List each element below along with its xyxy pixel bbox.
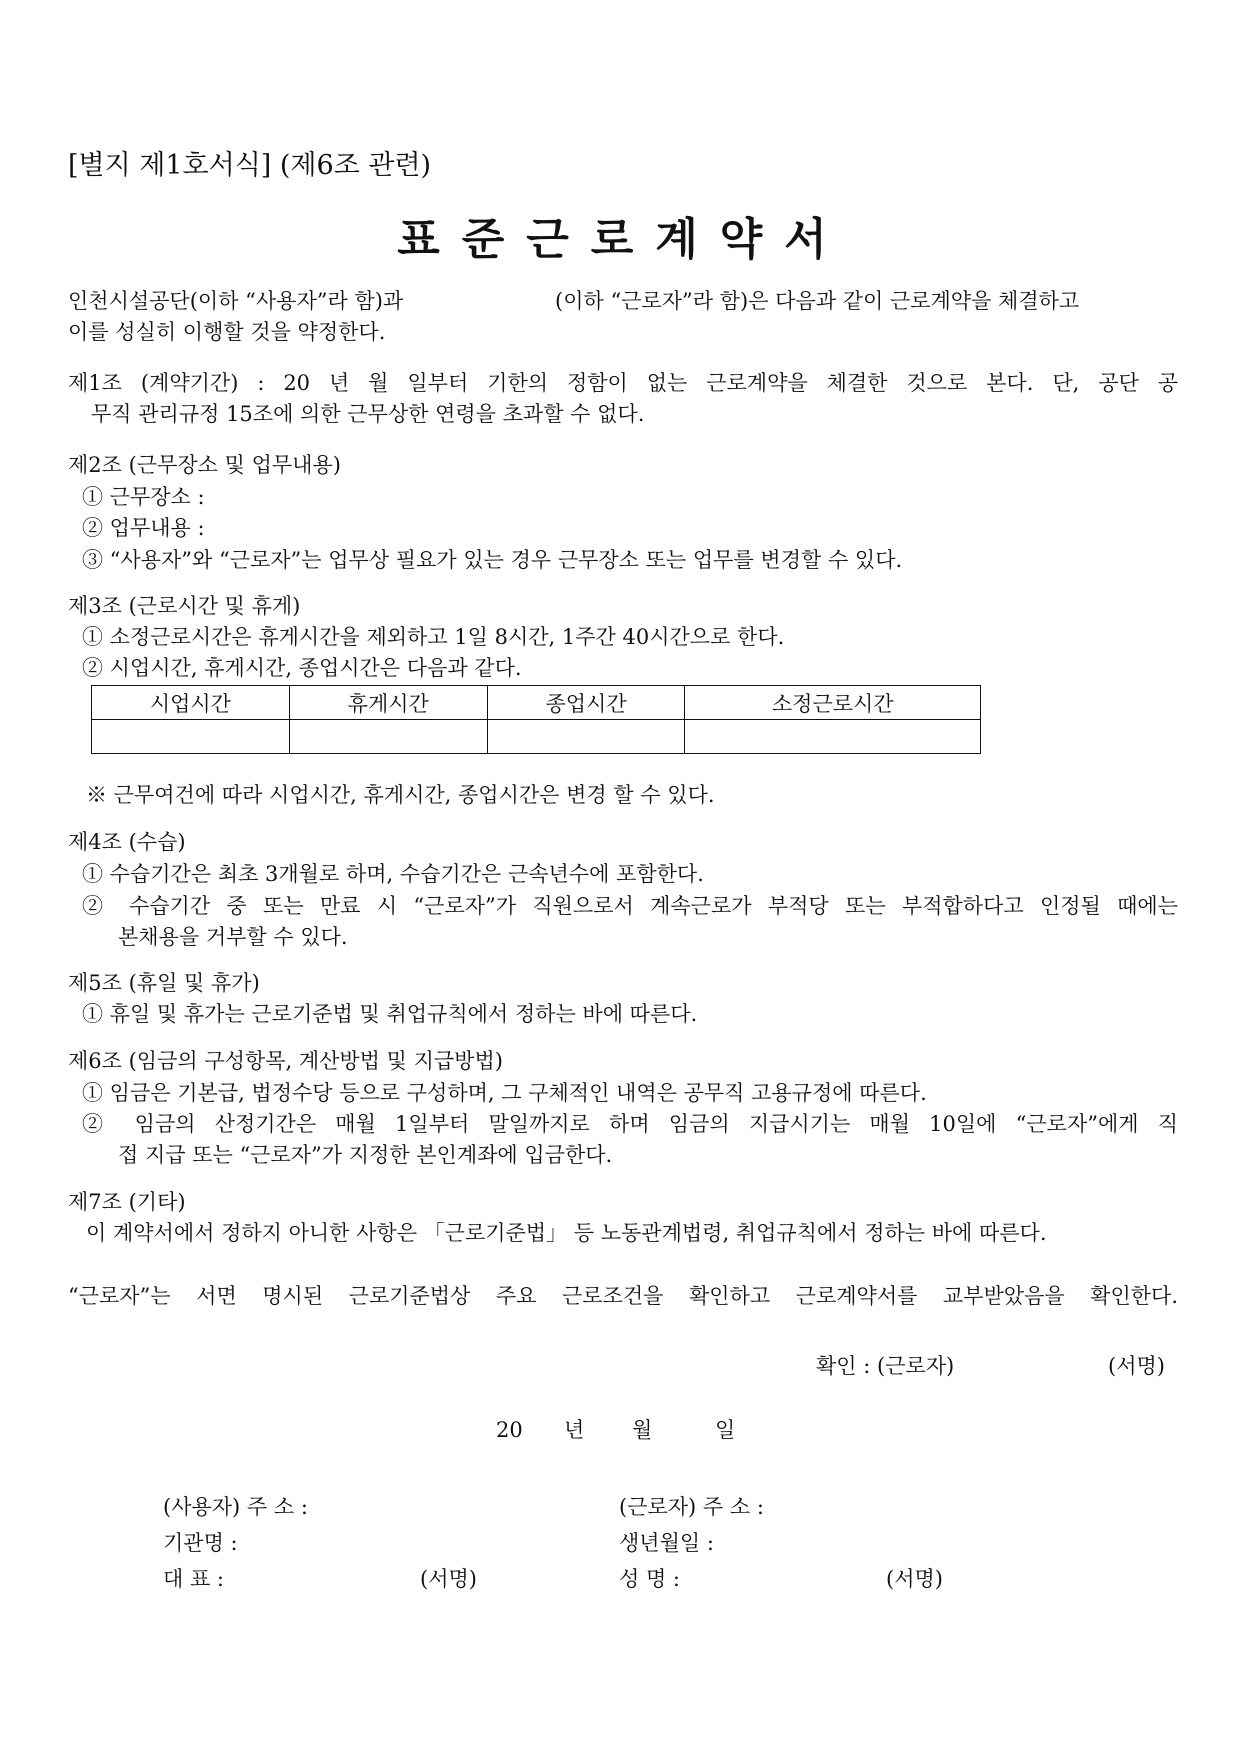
document-title: 표준근로계약서 [397,214,849,265]
work-hours-table [91,685,981,754]
article6-item1: ① 임금은 기본급, 법정수당 등으로 구성하며, 그 구체적인 내역은 공무직 고용규정에 따른다. [82,1081,927,1105]
article1-line2: 무직 관리규정 15조에 의한 근무상한 연령을 초과할 수 없다. [91,402,645,426]
date-month-unit: 월 [632,1418,653,1442]
employee-birthdate-label: 생년월일 : [619,1531,714,1555]
article4-item2-line2: 본채용을 거부할 수 있다. [118,925,348,949]
table-cell-break-time[interactable] [289,720,487,754]
article2-item2: ② 업무내용 : [82,516,205,540]
intro-line1-left: 인천시설공단(이하 “사용자”라 함)과 [68,289,404,313]
date-year-unit: 년 [564,1418,585,1442]
article3-item2: ② 시업시간, 휴게시간, 종업시간은 다음과 같다. [82,656,522,680]
article2-item3: ③ “사용자”와 “근로자”는 업무상 필요가 있는 경우 근무장소 또는 업무를 변경할 수 있다. [82,548,903,572]
intro-line2: 이를 성실히 이행할 것을 약정한다. [68,320,386,344]
employer-address-label: (사용자) 주 소 : [163,1495,308,1519]
form-identifier: [별지 제1호서식] (제6조 관련) [68,150,432,181]
article3-item1: ① 소정근로시간은 휴게시간을 제외하고 1일 8시간, 1주간 40시간으로 한다. [82,625,785,649]
table-header-end-time: 종업시간 [487,686,685,720]
confirm-label: 확인 : (근로자) [816,1354,955,1378]
article2-heading: 제2조 (근무장소 및 업무내용) [68,453,341,477]
article6-heading: 제6조 (임금의 구성항목, 계산방법 및 지급방법) [68,1049,503,1073]
contract-page [68,0,1178,1752]
employer-org-label: 기관명 : [163,1531,238,1555]
article4-item1: ① 수습기간은 최초 3개월로 하며, 수습기간은 근속년수에 포함한다. [82,862,704,886]
article7-item1: 이 계약서에서 정하지 아니한 사항은 「근로기준법」 등 노동관계법령, 취업규칙에서 정하는 바에 따른다. [86,1221,1047,1245]
table-cell-start-time[interactable] [92,720,290,754]
worker-signature-mark: (서명) [1108,1354,1165,1378]
table-header-work-hours: 소정근로시간 [685,686,981,720]
article5-item1: ① 휴일 및 휴가는 근로기준법 및 취업규칙에서 정하는 바에 따른다. [82,1002,698,1026]
intro-line1-right: (이하 “근로자”라 함)은 다음과 같이 근로계약을 체결하고 [555,289,1080,313]
employer-rep-label: 대 표 : [163,1567,224,1591]
article6-item2-line1: ② 임금의 산정기간은 매월 1일부터 말일까지로 하며 임금의 지급시기는 매월 10일에 “근로자”에게 직 [82,1112,1178,1136]
table-cell-work-hours[interactable] [685,720,981,754]
article2-item1: ① 근무장소 : [82,485,205,509]
article4-item2-line1: ② 수습기간 중 또는 만료 시 “근로자”가 직원으로서 계속근로가 부적당 또는 부적합하다고 인정될 때에는 [82,894,1178,918]
confirmation-statement: “근로자”는 서면 명시된 근로기준법상 주요 근로조건을 확인하고 근로계약서를 교부받았음을 확인한다. [68,1284,1178,1308]
article5-heading: 제5조 (휴일 및 휴가) [68,971,260,995]
table-cell-end-time[interactable] [487,720,685,754]
article1-line1: 제1조 (계약기간) : 20 년 월 일부터 기한의 정함이 없는 근로계약을 체결한 것으로 본다. 단, 공단 공 [68,371,1178,395]
article4-heading: 제4조 (수습) [68,830,186,854]
employer-signature-mark: (서명) [420,1567,477,1591]
table-header-break-time: 휴게시간 [289,686,487,720]
article6-item2-line2: 접 지급 또는 “근로자”가 지정한 본인계좌에 입금한다. [118,1143,613,1167]
date-day-unit: 일 [715,1418,736,1442]
employee-address-label: (근로자) 주 소 : [619,1495,764,1519]
article3-heading: 제3조 (근로시간 및 휴게) [68,594,301,618]
employee-signature-mark: (서명) [886,1567,943,1591]
employee-name-label: 성 명 : [619,1567,680,1591]
date-year: 20 [496,1418,523,1442]
article7-heading: 제7조 (기타) [68,1190,186,1214]
table-header-start-time: 시업시간 [92,686,290,720]
article3-note: ※ 근무여건에 따라 시업시간, 휴게시간, 종업시간은 변경 할 수 있다. [86,783,715,807]
